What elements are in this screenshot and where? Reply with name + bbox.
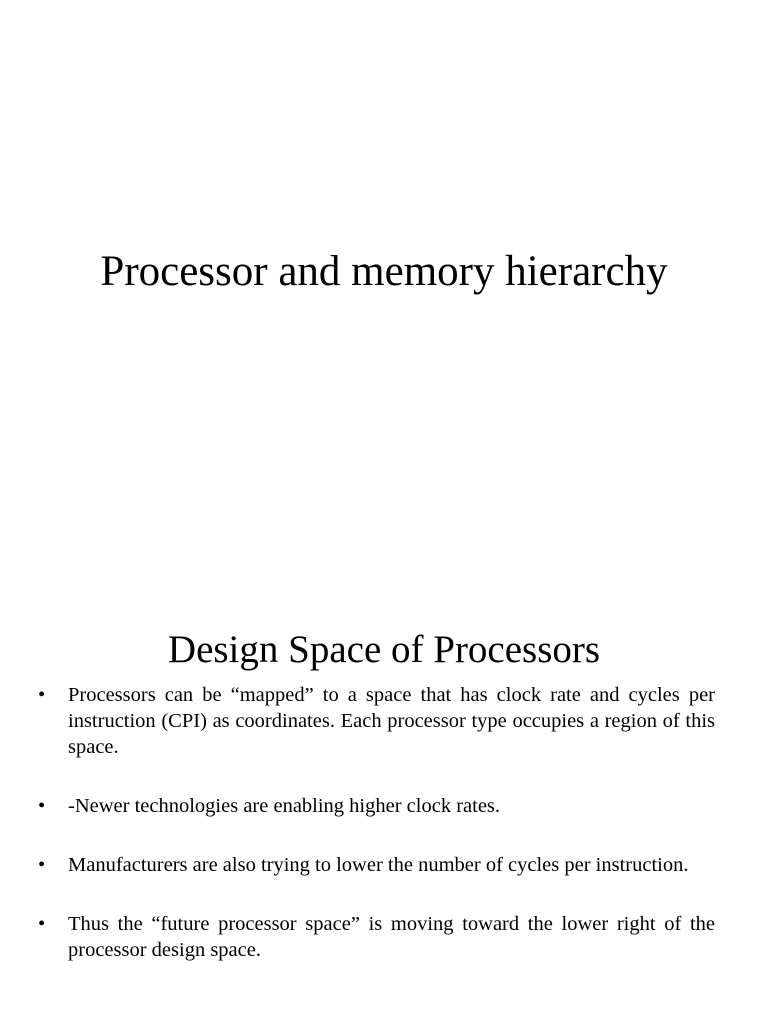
bullet-icon: • — [38, 684, 46, 706]
bullet-icon: • — [38, 913, 46, 935]
bullet-text: -Newer technologies are enabling higher clock rates. — [68, 795, 501, 817]
bullet-text: Thus the “future processor space” is moving toward the lower right of the processor design space. — [68, 913, 715, 961]
bullet-icon: • — [38, 854, 46, 876]
bullet-item — [38, 682, 715, 760]
bullet-list — [38, 682, 715, 963]
bullet-item — [38, 793, 715, 819]
bullet-icon: • — [38, 795, 46, 817]
slide-2 — [0, 576, 768, 1024]
slide-title: Processor and memory hierarchy — [100, 248, 668, 295]
slide-title: Design Space of Processors — [167, 628, 601, 671]
bullet-text: Processors can be “mapped” to a space that has clock rate and cycles per instruction (CPI) as coordinates. Each processor type occupies a region of this space. — [68, 684, 715, 758]
bullet-item — [38, 911, 715, 963]
bullet-item — [38, 852, 715, 878]
bullet-text: Manufacturers are also trying to lower the number of cycles per instruction. — [68, 854, 689, 876]
